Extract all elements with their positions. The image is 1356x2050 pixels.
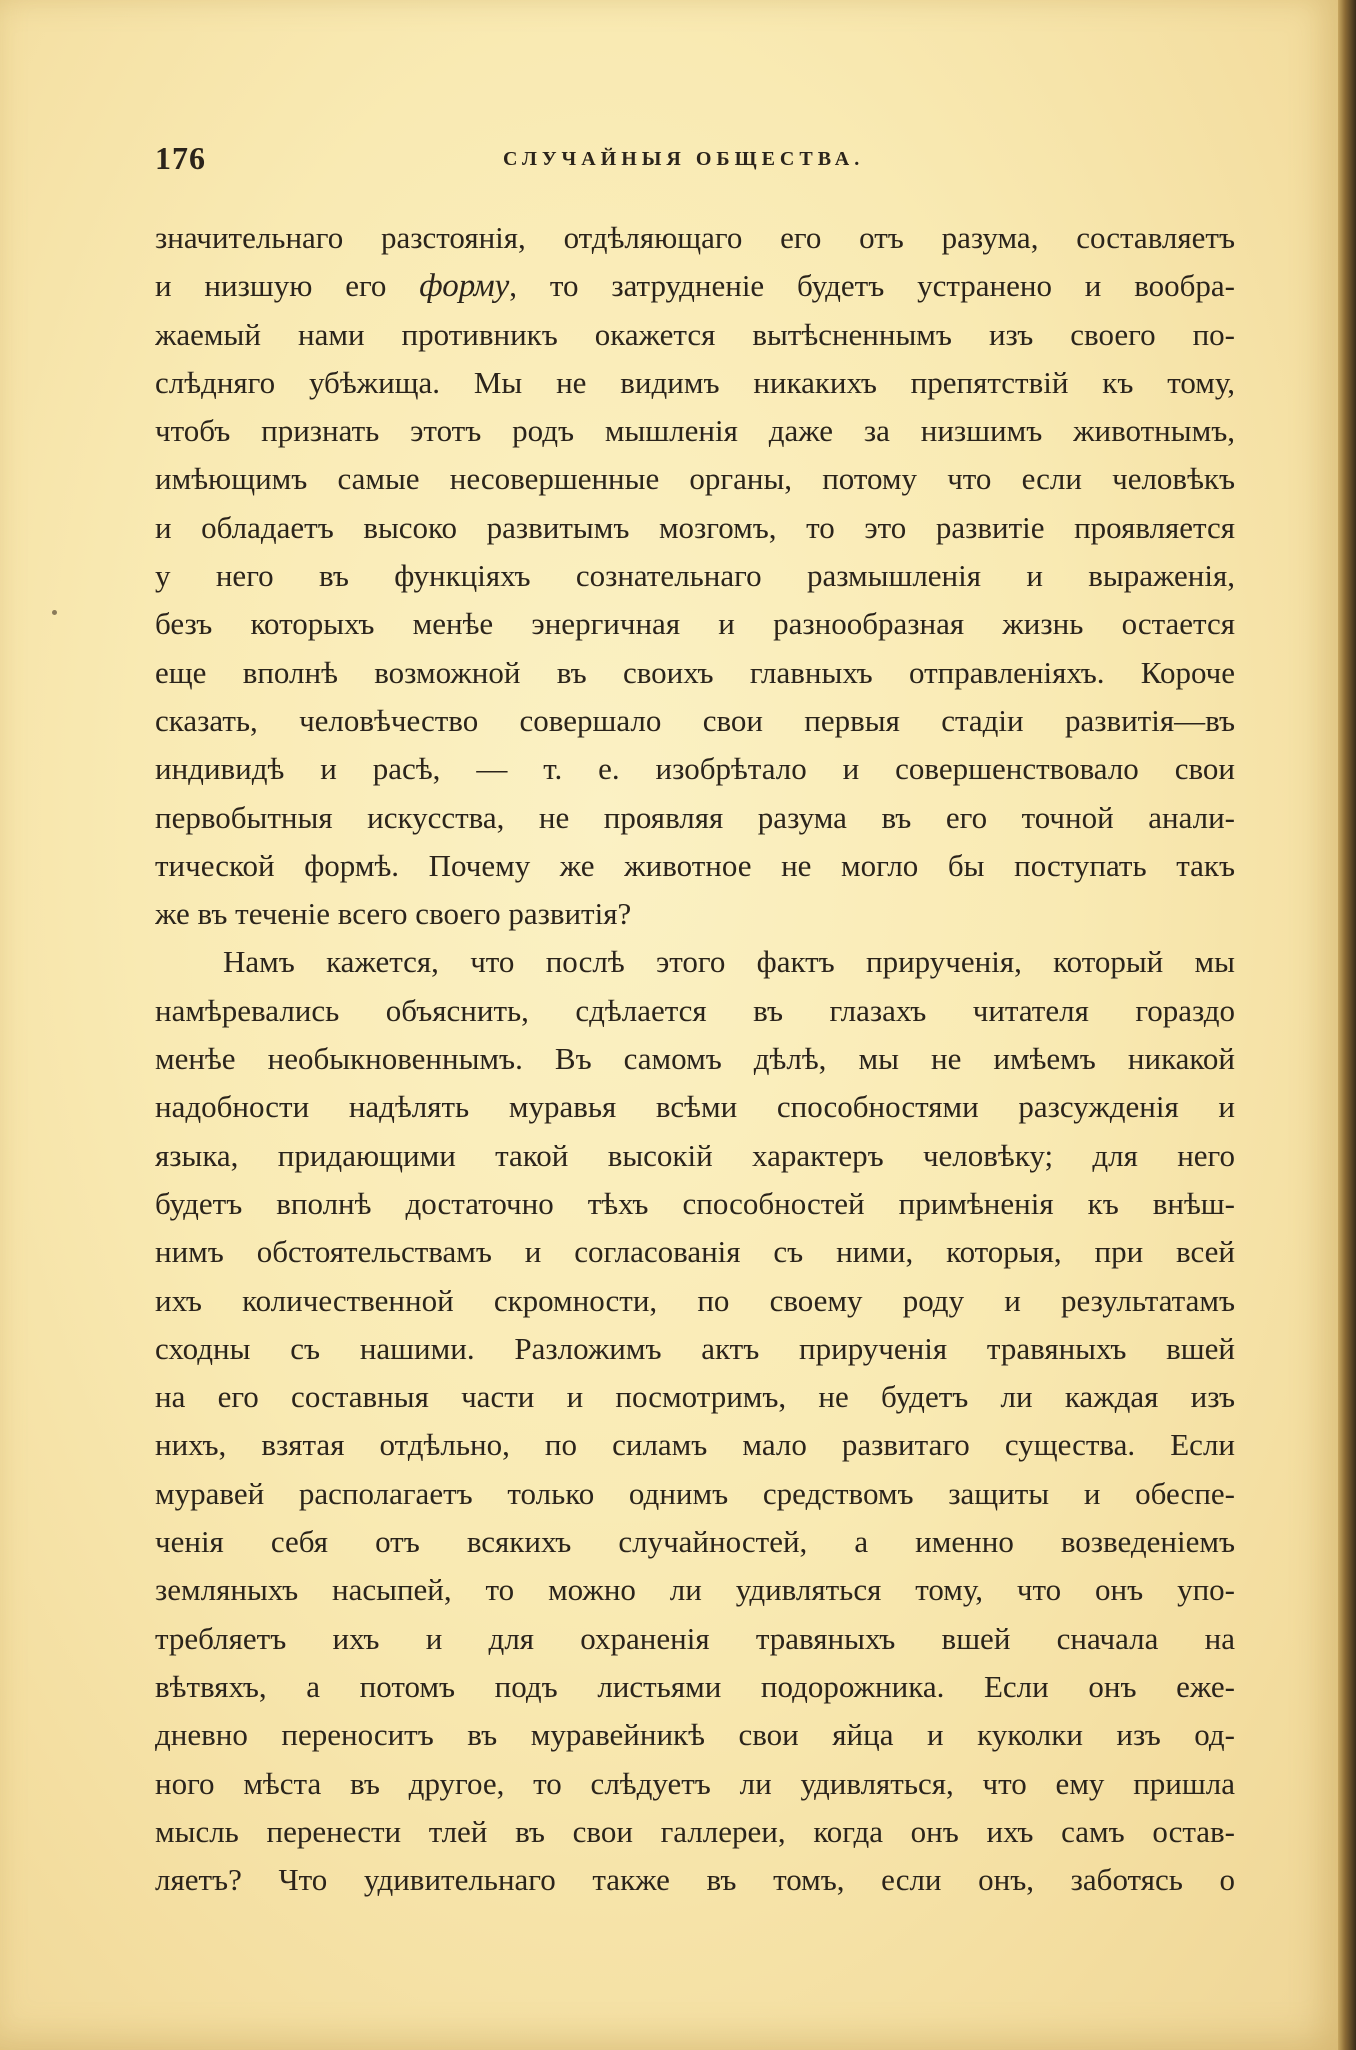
text-line: требляетъ ихъ и для охраненія травяныхъ вшей сначала на	[155, 1620, 1235, 1656]
text-line: значительнаго разстоянія, отдѣляющаго его отъ разума, составляетъ	[155, 220, 1235, 255]
text-line: мысль перенести тлей въ свои галлереи, когда онъ ихъ самъ остав-	[155, 1813, 1235, 1849]
text-line: ихъ количественной скромности, по своему роду и результатамъ	[155, 1282, 1235, 1318]
text-line: менѣе необыкновеннымъ. Въ самомъ дѣлѣ, мы не имѣемъ никакой	[155, 1041, 1235, 1077]
text-line: ляетъ? Что удивительнаго также въ томъ, если онъ, заботясь о	[155, 1862, 1235, 1898]
text-line: вѣтвяхъ, а потомъ подъ листьями подорожника. Если онъ еже-	[155, 1668, 1235, 1704]
text-line	[155, 262, 1235, 310]
text-line: надобности надѣлять муравья всѣми способностями разсужденія и	[155, 1089, 1235, 1125]
page-number: 176	[155, 140, 206, 176]
body-text	[155, 214, 1235, 1904]
text-line: сказать, человѣчество совершало свои первыя стадіи развитія—въ	[155, 702, 1235, 738]
text-line: безъ которыхъ менѣе энергичная и разнообразная жизнь остается	[155, 606, 1235, 642]
text-line: жаемый нами противникъ окажется вытѣсненнымъ изъ своего по-	[155, 316, 1235, 352]
text-line: у него въ функціяхъ сознательнаго размышленія и выраженія,	[155, 558, 1235, 594]
text-line: же въ теченіе всего своего развитія?	[155, 896, 632, 932]
text-fragment: и низшую его	[155, 268, 387, 304]
emphasized-word: формy	[419, 268, 510, 305]
text-line: и обладаетъ высоко развитымъ мозгомъ, то это развитіе проявляется	[155, 509, 1235, 545]
text-line: сходны съ нашими. Разложимъ актъ прирученія травяныхъ вшей	[155, 1330, 1235, 1366]
paragraph-first-line: Намъ кажется, что послѣ этого фактъ прирученія, который мы	[223, 944, 1235, 980]
text-line: будетъ вполнѣ достаточно тѣхъ способностей примѣненія къ внѣш-	[155, 1185, 1235, 1221]
text-line: ченія себя отъ всякихъ случайностей, а именно возведеніемъ	[155, 1524, 1235, 1560]
page-edge-shadow	[1338, 0, 1356, 2050]
text-line: первобытныя искусства, не проявляя разума въ его точной анали-	[155, 799, 1235, 835]
text-line: дневно переноситъ въ муравейникѣ свои яйца и куколки изъ од-	[155, 1717, 1235, 1753]
text-line: на его составныя части и посмотримъ, не будетъ ли каждая изъ	[155, 1379, 1235, 1415]
text-fragment: , то затрудненіе будетъ устранено и вообра-	[509, 268, 1235, 304]
text-line: чтобъ признать этотъ родъ мышленія даже за низшимъ животнымъ,	[155, 413, 1235, 449]
text-line: нихъ, взятая отдѣльно, по силамъ мало развитаго существа. Если	[155, 1427, 1235, 1463]
margin-dot	[52, 610, 57, 615]
text-line: еще вполнѣ возможной въ своихъ главныхъ отправленіяхъ. Короче	[155, 654, 1235, 690]
text-line: муравей располагаетъ только однимъ средствомъ защиты и обеспе-	[155, 1475, 1235, 1511]
text-line: индивидѣ и расѣ, — т. е. изобрѣтало и совершенствовало свои	[155, 751, 1235, 787]
text-line: языка, придающими такой высокій характеръ человѣку; для него	[155, 1137, 1235, 1173]
text-line: имѣющимъ самые несовершенные органы, потому что если человѣкъ	[155, 461, 1235, 497]
text-line: земляныхъ насыпей, то можно ли удивляться тому, что онъ упо-	[155, 1572, 1235, 1608]
text-line: намѣревались объяснить, сдѣлается въ глазахъ читателя гораздо	[155, 992, 1235, 1028]
text-line: слѣдняго убѣжища. Мы не видимъ никакихъ препятствій къ тому,	[155, 364, 1235, 400]
page-header	[155, 140, 1230, 180]
running-title: СЛУЧАЙНЫЯ ОБЩЕСТВА.	[503, 148, 865, 170]
text-line: тической формѣ. Почему же животное не могло бы поступать такъ	[155, 847, 1235, 883]
text-line: ного мѣста въ другое, то слѣдуетъ ли удивляться, что ему пришла	[155, 1765, 1235, 1801]
text-line: нимъ обстоятельствамъ и согласованія съ ними, которыя, при всей	[155, 1234, 1235, 1270]
